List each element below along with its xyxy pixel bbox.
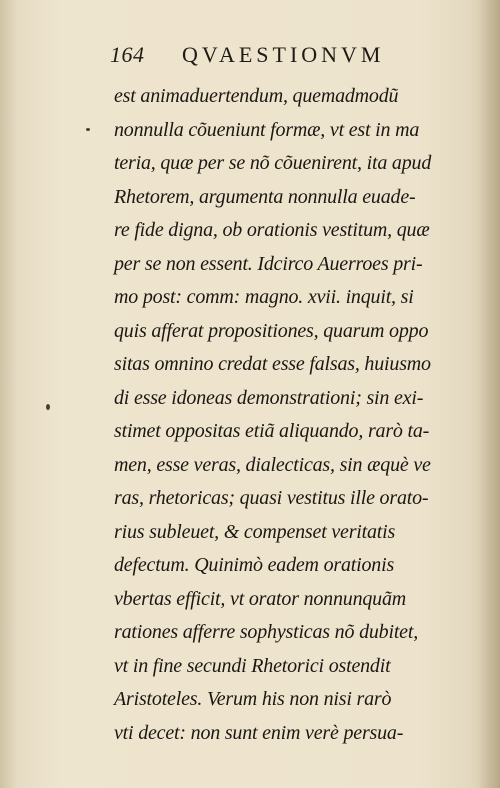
text-line: nonnulla cõueniunt formæ, vt est in ma <box>114 118 420 141</box>
text-line: rius subleuet, & compenset veritatis <box>114 520 396 543</box>
text-line: defectum. Quinimò eadem orationis <box>114 554 395 576</box>
page-number: 164 <box>110 42 145 67</box>
text-line: quis afferat propositiones, quarum oppo <box>114 319 429 342</box>
page-header <box>110 40 450 74</box>
text-line: men, esse veras, dialecticas, sin æquè ve <box>114 453 431 476</box>
text-line: re fide digna, ob orationis vestitum, quæ <box>114 219 430 241</box>
ink-speck <box>86 128 90 131</box>
text-line: sitas omnino credat esse falsas, huiusmo <box>114 353 431 375</box>
text-line: ras, rhetoricas; quasi vestitus ille orato- <box>114 487 429 509</box>
text-line: est animaduertendum, quemadmodũ <box>114 85 399 107</box>
text-line: vti decet: non sunt enim verè persua- <box>114 721 404 744</box>
text-line: vt in fine secundi Rhetorici ostendit <box>114 654 391 677</box>
body-text <box>114 80 474 750</box>
text-line: teria, quæ per se nõ cõuenirent, ita apud <box>114 152 432 174</box>
text-line: di esse idoneas demonstrationi; sin exi- <box>114 386 424 409</box>
text-line: Rhetorem, argumenta nonnulla euade- <box>114 185 416 208</box>
text-line: rationes afferre sophysticas nõ dubitet, <box>114 621 419 643</box>
text-line: vbertas efficit, vt orator nonnunquãm <box>114 587 407 610</box>
running-head: QVAESTIONVM <box>182 42 385 67</box>
page-edge-shadow <box>478 0 500 788</box>
text-line: stimet oppositas etiã aliquando, rarò ta- <box>114 420 430 442</box>
text-line: Aristoteles. Verum his non nisi rarò <box>114 688 392 710</box>
text-line: per se non essent. Idcirco Auerroes pri- <box>114 252 423 275</box>
ink-speck <box>46 404 50 410</box>
text-line: mo post: comm: magno. xvii. inquit, si <box>114 286 414 308</box>
